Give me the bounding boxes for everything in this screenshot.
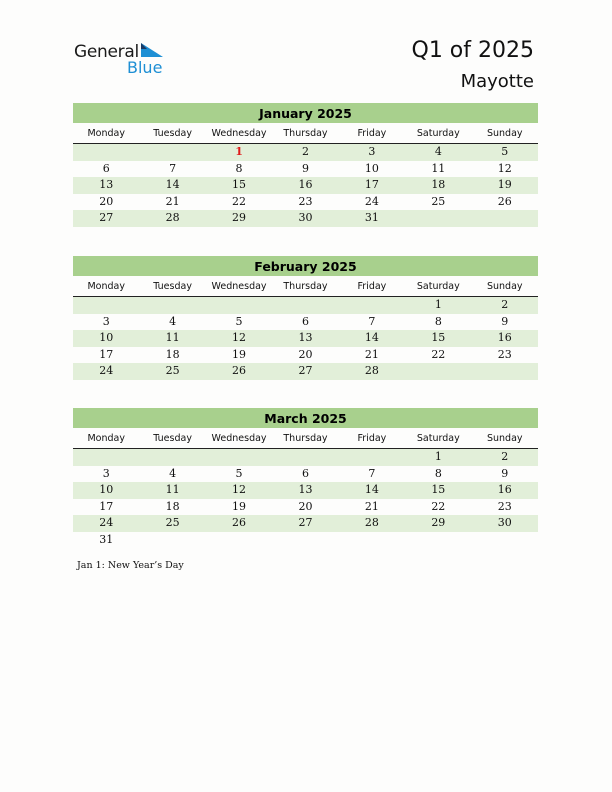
day-cell: 16 bbox=[298, 178, 313, 191]
day-cell bbox=[405, 363, 471, 380]
weekday-label: Thursday bbox=[283, 281, 328, 292]
day-cell: 10 bbox=[99, 483, 114, 496]
day-cell bbox=[272, 532, 338, 549]
weekday-label: Sunday bbox=[486, 433, 523, 444]
day-cell: 20 bbox=[298, 499, 313, 513]
week-row bbox=[73, 144, 538, 161]
weekday-label: Thursday bbox=[283, 128, 328, 139]
day-cell bbox=[139, 144, 205, 161]
day-cell: 13 bbox=[99, 178, 114, 191]
weekday-label: Monday bbox=[87, 281, 125, 292]
month-header: January 2025 bbox=[73, 103, 538, 123]
day-cell: 13 bbox=[298, 483, 313, 496]
day-cell: 27 bbox=[298, 364, 313, 377]
weekday-label: Wednesday bbox=[211, 281, 267, 292]
day-cell: 17 bbox=[99, 499, 114, 513]
day-cell: 12 bbox=[232, 331, 247, 344]
weekday-label: Saturday bbox=[416, 433, 460, 444]
day-cell bbox=[206, 532, 272, 549]
day-cell: 13 bbox=[298, 331, 313, 344]
day-cell: 1 bbox=[434, 450, 442, 463]
day-cell bbox=[472, 532, 538, 549]
day-cell: 26 bbox=[232, 516, 247, 529]
day-cell: 22 bbox=[232, 194, 247, 208]
week-row bbox=[73, 314, 538, 331]
holiday-note: Jan 1: New Year’s Day bbox=[77, 560, 184, 571]
day-cell bbox=[139, 449, 205, 466]
day-cell: 16 bbox=[497, 483, 512, 496]
day-cell: 3 bbox=[102, 314, 110, 328]
weekday-label: Monday bbox=[87, 433, 125, 444]
day-cell: 14 bbox=[165, 178, 180, 191]
day-cell: 24 bbox=[99, 364, 114, 377]
day-cell: 2 bbox=[501, 298, 509, 311]
week-row bbox=[73, 297, 538, 314]
week-row bbox=[73, 449, 538, 466]
day-cell: 6 bbox=[102, 161, 110, 175]
day-cell: 5 bbox=[235, 466, 243, 480]
week-row bbox=[73, 363, 538, 380]
day-cell: 30 bbox=[298, 211, 313, 224]
day-cell: 8 bbox=[235, 161, 243, 175]
week-row bbox=[73, 194, 538, 211]
week-row bbox=[73, 347, 538, 364]
day-cell: 21 bbox=[364, 347, 379, 361]
day-cell bbox=[405, 532, 471, 549]
logo-word-blue: Blue bbox=[127, 58, 163, 77]
weekday-label: Thursday bbox=[283, 433, 328, 444]
day-cell: 3 bbox=[368, 145, 376, 158]
day-cell bbox=[139, 532, 205, 549]
day-cell bbox=[206, 449, 272, 466]
month-calendar-february bbox=[73, 256, 538, 380]
country-name: Mayotte bbox=[460, 71, 534, 92]
day-cell: 23 bbox=[497, 347, 512, 361]
day-cell bbox=[339, 532, 405, 549]
day-cell: 29 bbox=[431, 516, 446, 529]
day-cell bbox=[405, 210, 471, 227]
day-cell: 21 bbox=[364, 499, 379, 513]
weekday-label: Tuesday bbox=[153, 433, 192, 444]
day-cell: 28 bbox=[165, 211, 180, 224]
day-cell bbox=[472, 363, 538, 380]
day-cell: 25 bbox=[165, 516, 180, 529]
month-header: February 2025 bbox=[73, 256, 538, 276]
day-cell: 17 bbox=[364, 178, 379, 191]
day-cell bbox=[272, 449, 338, 466]
logo-word-general: General bbox=[74, 42, 139, 62]
day-cell: 22 bbox=[431, 347, 446, 361]
month-calendar-january bbox=[73, 103, 538, 227]
month-header: March 2025 bbox=[73, 408, 538, 428]
week-row bbox=[73, 210, 538, 227]
day-cell: 8 bbox=[434, 314, 442, 328]
weekday-header-row bbox=[73, 431, 538, 449]
day-cell: 2 bbox=[501, 450, 509, 463]
day-cell: 7 bbox=[368, 314, 376, 328]
day-cell: 15 bbox=[431, 331, 446, 344]
day-cell: 10 bbox=[364, 161, 379, 175]
day-cell: 12 bbox=[232, 483, 247, 496]
day-cell: 19 bbox=[232, 499, 247, 513]
week-row bbox=[73, 330, 538, 347]
day-cell bbox=[272, 297, 338, 314]
day-cell bbox=[73, 144, 139, 161]
day-cell bbox=[139, 297, 205, 314]
day-cell: 4 bbox=[169, 466, 177, 480]
day-cell: 9 bbox=[301, 161, 309, 175]
day-cell: 4 bbox=[169, 314, 177, 328]
day-cell: 9 bbox=[501, 466, 509, 480]
day-cell: 26 bbox=[497, 194, 512, 208]
day-cell: 31 bbox=[99, 532, 114, 546]
day-cell: 11 bbox=[431, 161, 446, 175]
day-cell: 19 bbox=[232, 347, 247, 361]
day-cell: 7 bbox=[169, 161, 177, 175]
weekday-label: Monday bbox=[87, 128, 125, 139]
day-cell: 29 bbox=[232, 211, 247, 224]
day-cell: 11 bbox=[165, 331, 180, 344]
day-cell: 31 bbox=[364, 211, 379, 224]
day-cell: 14 bbox=[364, 331, 379, 344]
week-row bbox=[73, 161, 538, 178]
weekday-label: Tuesday bbox=[153, 281, 192, 292]
week-row bbox=[73, 482, 538, 499]
day-cell bbox=[339, 449, 405, 466]
day-cell: 25 bbox=[165, 364, 180, 377]
day-cell: 18 bbox=[431, 178, 446, 191]
day-cell: 5 bbox=[235, 314, 243, 328]
day-cell: 18 bbox=[165, 347, 180, 361]
day-cell: 11 bbox=[165, 483, 180, 496]
weekday-header-row bbox=[73, 279, 538, 297]
day-cell: 23 bbox=[497, 499, 512, 513]
day-cell: 15 bbox=[431, 483, 446, 496]
day-cell bbox=[73, 297, 139, 314]
day-cell: 18 bbox=[165, 499, 180, 513]
day-cell: 2 bbox=[301, 145, 309, 158]
day-cell: 27 bbox=[99, 211, 114, 224]
day-cell: 24 bbox=[364, 194, 379, 208]
day-cell: 3 bbox=[102, 466, 110, 480]
weekday-label: Wednesday bbox=[211, 128, 267, 139]
day-cell: 23 bbox=[298, 194, 313, 208]
week-row bbox=[73, 532, 538, 549]
day-cell: 9 bbox=[501, 314, 509, 328]
page-title: Q1 of 2025 bbox=[411, 38, 534, 63]
day-cell bbox=[339, 297, 405, 314]
day-cell: 15 bbox=[232, 178, 247, 191]
day-cell: 1 bbox=[434, 298, 442, 311]
weekday-label: Saturday bbox=[416, 128, 460, 139]
week-row bbox=[73, 515, 538, 532]
day-cell: 26 bbox=[232, 364, 247, 377]
weekday-label: Friday bbox=[357, 128, 387, 139]
weekday-label: Saturday bbox=[416, 281, 460, 292]
day-cell: 16 bbox=[497, 331, 512, 344]
day-cell: 24 bbox=[99, 516, 114, 529]
week-row bbox=[73, 466, 538, 483]
day-cell: 8 bbox=[434, 466, 442, 480]
month-calendar-march bbox=[73, 408, 538, 548]
day-cell: 7 bbox=[368, 466, 376, 480]
day-cell bbox=[206, 297, 272, 314]
day-cell bbox=[73, 449, 139, 466]
day-cell: 17 bbox=[99, 347, 114, 361]
day-cell: 21 bbox=[165, 194, 180, 208]
weekday-label: Sunday bbox=[486, 281, 523, 292]
day-cell: 1 bbox=[235, 145, 243, 158]
day-cell: 19 bbox=[497, 178, 512, 191]
weekday-label: Friday bbox=[357, 433, 387, 444]
weekday-label: Sunday bbox=[486, 128, 523, 139]
weekday-header-row bbox=[73, 126, 538, 144]
weekday-label: Friday bbox=[357, 281, 387, 292]
day-cell bbox=[472, 210, 538, 227]
day-cell: 5 bbox=[501, 145, 509, 158]
day-cell: 20 bbox=[99, 194, 114, 208]
week-row bbox=[73, 177, 538, 194]
day-cell: 25 bbox=[431, 194, 446, 208]
weekday-label: Wednesday bbox=[211, 433, 267, 444]
week-row bbox=[73, 499, 538, 516]
day-cell: 6 bbox=[301, 466, 309, 480]
day-cell: 20 bbox=[298, 347, 313, 361]
day-cell: 12 bbox=[497, 161, 512, 175]
generalblue-logo bbox=[74, 42, 174, 78]
day-cell: 28 bbox=[364, 364, 379, 377]
day-cell: 10 bbox=[99, 331, 114, 344]
logo-triangle-icon bbox=[141, 43, 165, 59]
day-cell: 28 bbox=[364, 516, 379, 529]
day-cell: 22 bbox=[431, 499, 446, 513]
day-cell: 27 bbox=[298, 516, 313, 529]
day-cell: 14 bbox=[364, 483, 379, 496]
day-cell: 30 bbox=[497, 516, 512, 529]
day-cell: 6 bbox=[301, 314, 309, 328]
day-cell: 4 bbox=[434, 145, 442, 158]
weekday-label: Tuesday bbox=[153, 128, 192, 139]
